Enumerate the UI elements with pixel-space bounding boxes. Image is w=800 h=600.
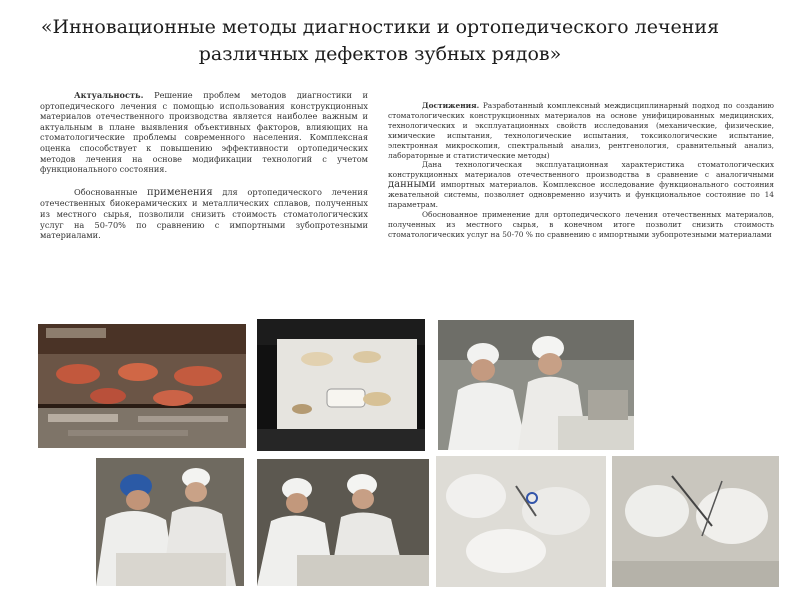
characteristics-text-a: Дана технологическая эксплуатационная характеристика стоматологических конструкционных материалов отечественного производства в сравнение с аналогичными bbox=[388, 160, 774, 180]
page-title bbox=[20, 14, 740, 68]
cost-paragraph bbox=[388, 210, 774, 240]
achievements-text: Разработанный комплексный междисциплинарный подход по созданию стоматологических конструкционных материалов на основе унифицированных медицинских, технологических и эксплуатационных свойств исследования (механические, физические, химические испытания, технологические испытания, токсикологические испытание, электронная микроскопия, спектральный анализ, рентгенология, сравнительный анализ, лабораторные и статистические методы) bbox=[388, 101, 774, 160]
achievements-heading: Достижения. bbox=[422, 101, 480, 110]
photo-hands-instruments bbox=[612, 456, 779, 587]
characteristics-text-b: импортных материалов. Комплексное исследование функционального состояния жевательной системы, позволяет одновременно изучить и функциональное состояние по 14 параметрам. bbox=[388, 180, 774, 210]
characteristics-emphasis: данными bbox=[388, 179, 436, 191]
relevance-heading: Актуальность. bbox=[74, 90, 144, 100]
relevance-text: Решение проблем методов диагностики и ортопедического лечения с помощью использования конструкционных материалов отечественного производства является наиболее важным и актуальным в плане выявления объективных факторов, влияющих на стоматологические проблемы современного населения. Комплексная оценка способствует к повышению эффективности ортопедических методов лечения на основе модификации технологий с учетом функционального состояния. bbox=[40, 90, 368, 175]
photo-lab-workers bbox=[438, 320, 634, 450]
photo-model-showcase bbox=[257, 319, 425, 451]
achievements-section bbox=[388, 101, 774, 240]
cost-text: Обоснованное применение для ортопедического лечения отечественных материалов, полученных из местного сырья, в конечном итоге позволит снизить стоимость стоматологических услуг на 50-70 % по сравнению с импортными зубопротезными материалами bbox=[388, 209, 774, 239]
achievements-paragraph bbox=[388, 101, 774, 160]
title-line-2: различных дефектов зубных рядов» bbox=[198, 43, 562, 65]
photo-gloved-hands bbox=[436, 456, 606, 587]
application-text-start: Обоснованные bbox=[74, 186, 147, 197]
relevance-section bbox=[40, 90, 368, 241]
photo-workers-instruments bbox=[257, 459, 429, 586]
photo-display-case bbox=[38, 324, 246, 448]
application-text: для ортопедического лечения отечественных биокерамических и металлических сплавов, полученных из местного сырья, позволили снизить стоимость стоматологических услуг на 50-70% по сравнению с импортными зубопротезными материалами. bbox=[40, 186, 368, 241]
application-paragraph bbox=[40, 187, 368, 241]
photo-workers-at-table bbox=[96, 458, 244, 586]
title-line-1: «Инновационные методы диагностики и ортопедического лечения bbox=[40, 16, 720, 38]
characteristics-paragraph bbox=[388, 160, 774, 210]
application-emphasis: применения bbox=[146, 186, 213, 198]
relevance-paragraph bbox=[40, 90, 368, 175]
